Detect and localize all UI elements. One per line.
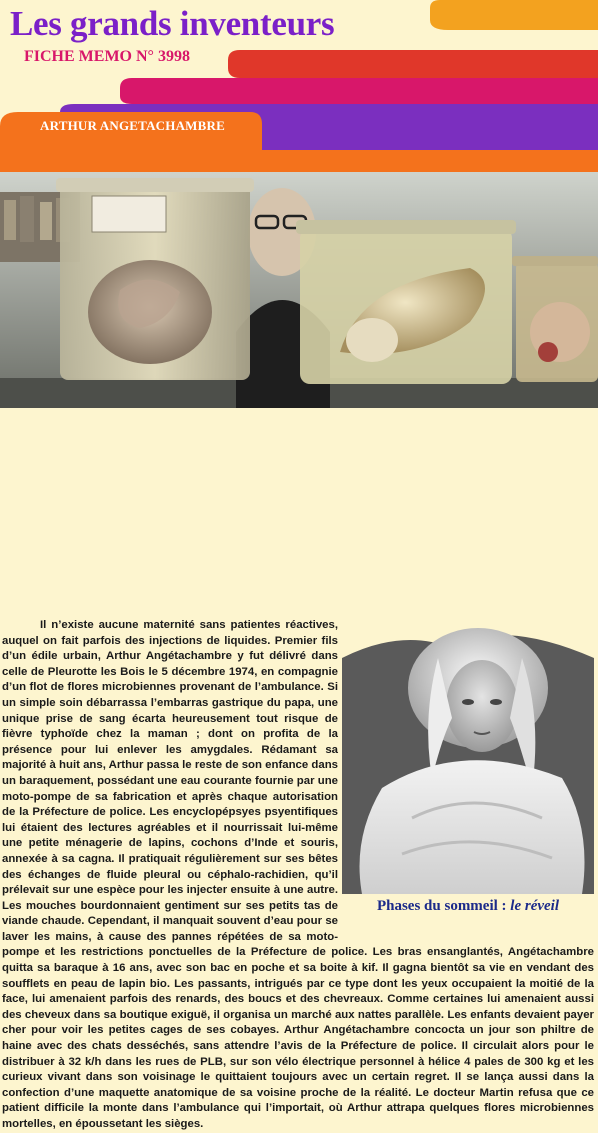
band-orange-top: [430, 0, 598, 30]
article-text: Il n’existe aucune maternité sans patientes réactives, auquel on fait parfois des injections de liquides. Premier fils d’un édile urbain, Arthur Angétachambre y fut délivré dans celle de Pleurotte les Bois le 5 décembre 1974, en compagnie d’un flot de flores microbiennes provenant de l’ambulance. Si un simple soin débarrassa l’embarras gastrique du papa, une unique prise de sang écarta heureusement tout risque de fièvre typhoïde chez la maman ; dont on profita de la présence pour lui enlever les amygdales. Rédamant sa majorité à huit ans, Arthur passa le reste de son enfance dans un baraquement, possédant une eau courante fournie par une moto-pompe de sa fabrication et après chaque autorisation de la Préfecture de police. Les encyclopépsyes psyentifiques lui étaient des lectures agréables et il nourrissait lui-même une petite ménagerie de lapins, cochons d’Inde et souris, annexée à sa cagna. Il pratiquait régulièrement sur ses bêtes des échanges de fluide pleural ou céphalo-rachidien, qu’il prélevait sur une espèce pour les injecter ensuite à une autre. Les mouches bourdonnaient gentiment sur ses petits tas de viande chaude. Cependant, il manquait souvent d’eau pour se laver les mains, à cause des pannes répétées de sa moto-pompe et les restrictions ponctuelles de la Préfecture de police. Les bras ensanglantés, Angétachambre quitta sa baraque à 16 ans, avec son bac en poche et sa boite à kif. Il gagna bientôt sa vie en vendant des soufflets en peau de lapin bio. Les passants, intrigués par ce type dont les yeux occupaient la moitié de la face, lui amenaient parfois des renards, des boucs et des chevreaux. Comme certaines lui amenaient aussi des cheveux dans sa boutique exiguë, il organisa un marché aux nattes parallèle. Les enfants devaient payer cher pour voir les petites cages de ses cobayes. Arthur Angétachambre concocta un jour son philtre de haine avec des chats desséchés, sans attendre l’avis de la Préfecture de police. Il circulait alors pour le distribuer à 32 k/h dans les rues de PLB, sur son vélo électrique personnel à hélice 4 pales de 300 kg et les curieux vivant dans son voisinage le quittaient toujours avec un certain regret. Il se lança aussi dans la confection d’une maquette anatomique de sa voisine proche de la réalité. Le docteur Martin refusa que ce patient difficile la monte dans l’ambulance qui l’importait, où Arthur attrapa quelques flores microbiennes mortelles, en époussetant les sièges.: [2, 619, 594, 1130]
top-photo: [0, 172, 598, 408]
side-photo: [342, 618, 594, 894]
caption-text: Phases du sommeil :: [376, 898, 511, 914]
photo-caption: [342, 898, 594, 915]
memo-number: FICHE MEMO N° 3998: [24, 48, 190, 65]
author-name: ARTHUR ANGETACHAMBRE: [40, 118, 225, 133]
band-pink: [120, 78, 598, 104]
page-title: Les grands inventeurs: [10, 4, 335, 43]
header: [0, 0, 598, 172]
band-purple-lower: [262, 130, 598, 150]
band-orange-base: [0, 150, 598, 172]
band-red: [228, 50, 598, 78]
caption-emphasis: le réveil: [510, 898, 560, 914]
